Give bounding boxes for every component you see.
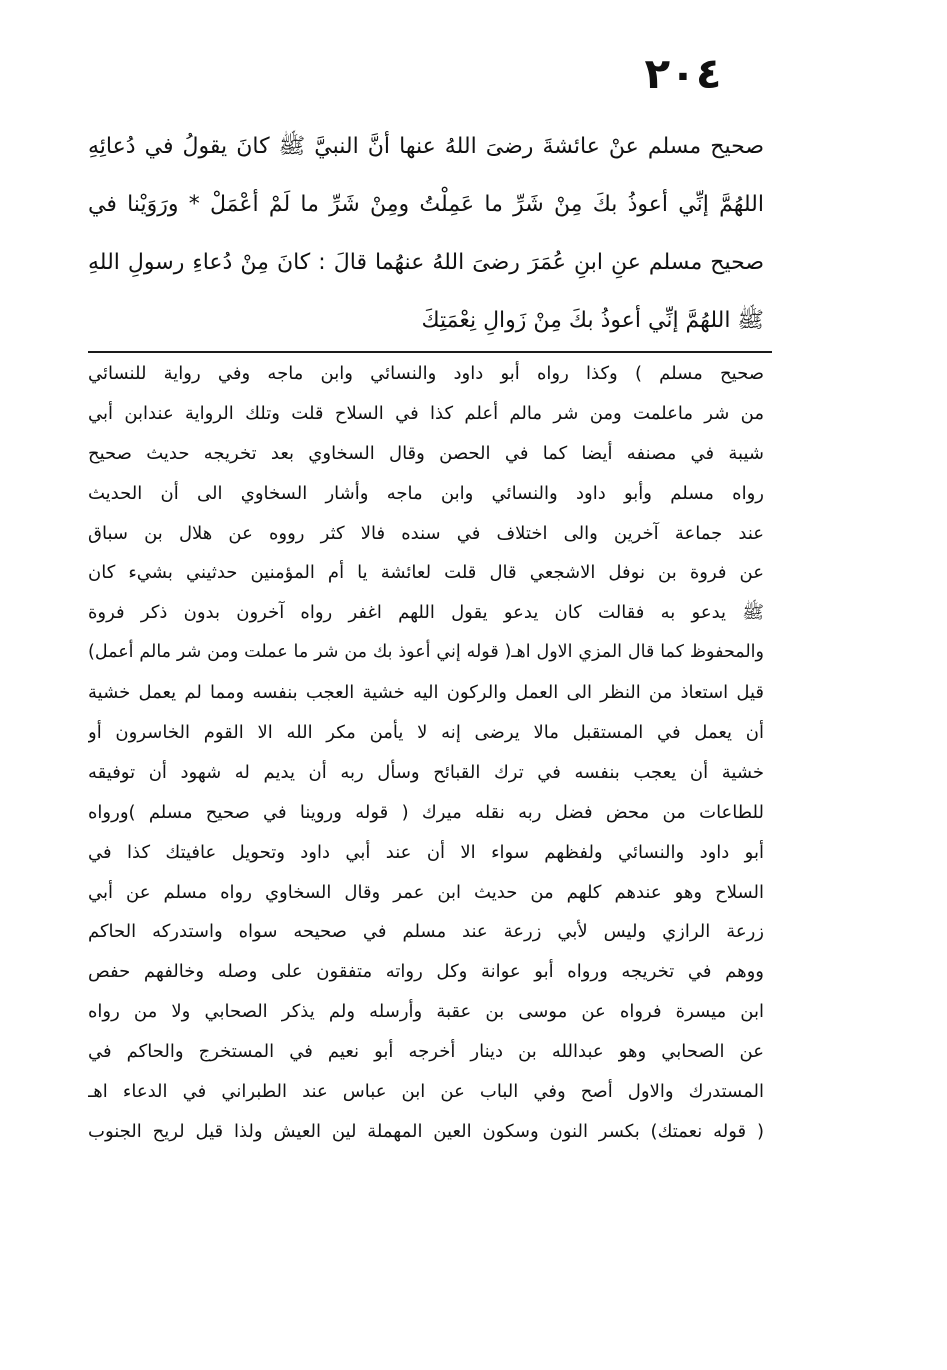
main-text-line: صحيح مسلم عنْ عائشةَ رضىَ اللهُ عنها أنَّ النبيَّ ﷺ كانَ يقولُ في دُعائِهِ [88, 134, 764, 159]
commentary-line: من شر ماعلمت ومن شر مالم أعلم كذا في السلاح قلت وتلك الرواية عندابن أبي [88, 402, 764, 424]
main-text-block [88, 118, 764, 350]
commentary-line: ووهم في تخريجه ورواه أبو عوانة وكل رواته متفقون على وصله وخالفهم حفص [88, 961, 764, 983]
commentary-line: خشية أن يعجب بنفسه في ترك القبائح وسأل ربه أن يديم له شهود أن توفيقه [88, 761, 764, 783]
commentary-line: ابن ميسرة فرواه عن موسى بن عقبة وأرسله ولم يذكر الصحابي ولا من رواه [88, 1001, 764, 1023]
commentary-line: أن يعمل في المستقبل مالا يرضى إنه لا يأمن مكر الله الا القوم الخاسرون أو [88, 722, 764, 744]
commentary-line: أبو داود والنسائي ولفظهم سواء الا أن عند أبي داود وتحويل عافيتك كذا في [88, 841, 764, 863]
commentary-line: قيل استعاذ من النظر الى العمل والركون اليه خشية العجب بنفسه ومما لم يعمل خشية [88, 682, 764, 704]
commentary-line: صحيح مسلم ) وكذا رواه أبو داود والنسائي وابن ماجه وفي رواية للنسائي [88, 363, 764, 384]
commentary-line: زرعة الرازي وليس لأبي زرعة عند مسلم في صحيحه سواه واستدركه الحاكم [88, 921, 764, 943]
section-divider [88, 351, 772, 353]
main-text-line: ﷺ اللهُمَّ إنِّي أعوذُ بكَ مِنْ زَوالِ نِعْمَتِكَ [421, 308, 764, 333]
commentary-line: للطاعات من محض فضل ربه نقله ميرك ( قوله وروينا في صحيح مسلم )ورواه [88, 801, 764, 823]
commentary-line: شيبة في مصنفه أيضا كما في الحصن وقال السخاوي بعد تخريجه حديث صحيح [88, 442, 764, 464]
commentary-line: ﷺ يدعو به فقالت كان يدعو يقول اللهم اغفر رواه آخرون بدون ذكر فروة [88, 602, 764, 624]
commentary-line: السلاح وهو عندهم كلهم من حديث ابن عمر وقال السخاوي رواه مسلم عن أبي [88, 881, 764, 903]
commentary-line: ( قوله نعمتك) بكسر النون وسكون العين المهملة لين العيش ولذا قيل لريح الجنوب [88, 1120, 764, 1142]
commentary-line: عن الصحابي وهو عبدالله بن دينار أخرجه أبو نعيم في المستخرج والحاكم في [88, 1041, 764, 1063]
commentary-line: عن فروة بن نوفل الاشجعي قال قلت لعائشة يا أم المؤمنين حدثيني بشيء كان [88, 562, 764, 584]
page-number: ٢٠٤ [644, 49, 722, 98]
commentary-block [88, 354, 764, 1152]
commentary-line: المستدرك والاول أصح وفي الباب عن ابن عباس عند الطبراني في الدعاء اهـ [88, 1081, 764, 1103]
commentary-line: رواه مسلم وأبو داود والنسائي وابن ماجه وأشار السخاوي الى أن الحديث [88, 482, 764, 504]
commentary-line: والمحفوظ كما قال المزي الاول اهـ( قوله إني أعوذ بك من شر ما عملت ومن شر مالم أعمل) [88, 642, 764, 663]
main-text-line: صحيح مسلم عنِ ابنِ عُمَرَ رضىَ اللهُ عنهُما قالَ : كانَ مِنْ دُعاءِ رسولِ اللهِ [88, 250, 764, 275]
main-text-line: اللهُمَّ إنِّي أعوذُ بكَ مِنْ شَرِّ ما عَمِلْتُ ومِنْ شَرِّ ما لَمْ أعْمَلْ * ورَوَيْنا في [88, 192, 764, 217]
commentary-line: عند جماعة آخرين والى اختلاف في سنده فالا كثر رووه عن هلال بن سباق [88, 522, 764, 544]
